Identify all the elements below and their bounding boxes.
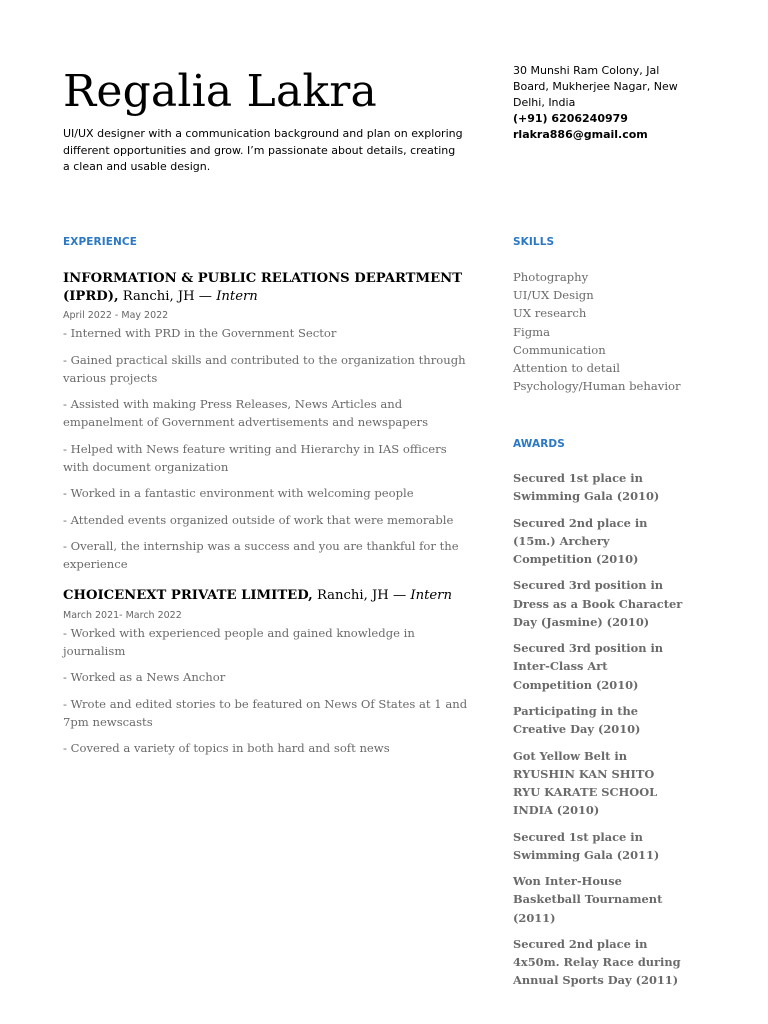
job-bullet: - Helped with News feature writing and Hierarchy in IAS officers with document organization [63,441,447,474]
award-item: Won Inter-House Basketball Tournament (2011) [513,874,663,925]
job-bullet: - Covered a variety of topics in both hard and soft news [63,741,390,755]
job-location: Ranchi, JH — [312,588,411,603]
skill-item: Attention to detail [513,361,620,376]
job-location: Ranchi, JH — [118,288,217,304]
job-organization: CHOICENEXT PRIVATE LIMITED, [63,588,313,603]
skill-item: UI/UX Design [513,288,594,303]
award-item: Secured 3rd position in Inter-Class Art Competition (2010) [513,641,664,692]
skills-list [513,268,688,395]
award-item: Got Yellow Belt in RYUSHIN KAN SHITO RYU KARATE SCHOOL INDIA (2010) [513,748,658,818]
job-role: Intern [216,288,258,304]
award-item: Secured 1st place in Swimming Gala (2011) [513,829,660,862]
job-dates: April 2022 - May 2022 [63,310,169,321]
skill-item: Figma [513,324,551,339]
job-bullets [63,324,471,573]
job-bullet: - Gained practical skills and contributed to the organization through various projects [63,352,466,385]
resume-name: Regalia Lakra [63,66,377,117]
job-bullet: - Overall, the internship was a success and you are thankful for the experience [63,539,459,571]
job-bullet: - Attended events organized outside of work that were memorable [63,512,454,527]
job-bullets [63,624,471,758]
skill-item: UX research [513,306,587,321]
job-entry [63,587,471,757]
award-item: Secured 2nd place in 4x50m. Relay Race during Annual Sports Day (2011) [513,936,681,988]
job-bullet: - Worked as a News Anchor [63,670,226,684]
experience-section [63,270,471,766]
email-address: rlakra886@gmail.com [513,128,648,141]
job-role: Intern [410,588,452,603]
job-bullet: - Worked with experienced people and gained knowledge in journalism [63,625,415,658]
job-bullet: - Worked in a fantastic environment with welcoming people [63,486,414,500]
address-line: 30 Munshi Ram Colony, Jal [513,64,660,77]
job-title [63,270,471,305]
job-dates: March 2021- March 2022 [63,609,182,621]
award-item: Secured 3rd position in Dress as a Book Character Day (Jasmine) (2010) [513,578,683,629]
contact-block [513,63,688,143]
awards-list [513,469,685,998]
experience-heading: EXPERIENCE [63,236,137,248]
skill-item: Communication [513,342,606,357]
job-bullet: - Assisted with making Press Releases, News Articles and empanelment of Government advertisements and newspapers [63,397,429,429]
skills-heading: SKILLS [513,236,555,248]
address-line: Board, Mukherjee Nagar, New [513,80,678,93]
job-bullet: - Wrote and edited stories to be featured on News Of States at 1 and 7pm newscasts [63,696,468,729]
award-item: Participating in the Creative Day (2010) [513,703,641,737]
awards-heading: AWARDS [513,438,565,450]
job-entry [63,270,471,573]
address-line: Delhi, India [513,96,576,109]
skill-item: Photography [513,270,589,284]
skill-item: Psychology/Human behavior [513,379,681,394]
phone-number: (+91) 6206240979 [513,112,628,125]
job-organization: INFORMATION & PUBLIC RELATIONS DEPARTMENT (IPRD), [63,271,463,304]
job-title [63,587,471,605]
profile-summary: UI/UX designer with a communication background and plan on exploring different opportunities and grow. I’m passionate about details, creating a clean and usable design. [63,127,463,173]
job-bullet: - Interned with PRD in the Government Sector [63,326,337,340]
award-item: Secured 2nd place in (15m.) Archery Competition (2010) [513,515,648,566]
award-item: Secured 1st place in Swimming Gala (2010) [513,471,660,504]
